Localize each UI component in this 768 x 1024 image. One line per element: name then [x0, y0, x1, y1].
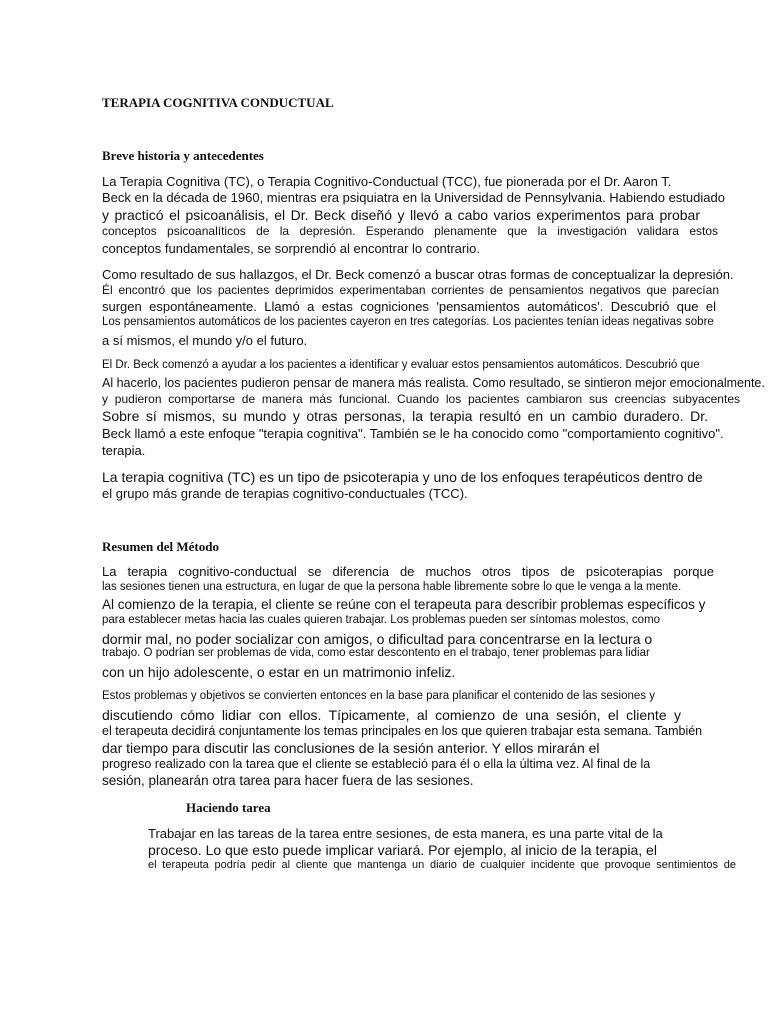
paragraph-line: dar tiempo para discutir las conclusiones de la sesión anterior. Y ellos mirarán el — [102, 740, 600, 756]
paragraph-line: conceptos fundamentales, se sorprendió al encontrar lo contrario. — [102, 241, 480, 256]
paragraph-line: Sobre sí mismos, su mundo y otras personas, la terapia resultó en un cambio duradero. Dr. — [102, 408, 708, 424]
paragraph-line: Beck llamó a este enfoque "terapia cognitiva". También se le ha conocido como "comportamiento cognitivo". — [102, 426, 724, 441]
section-heading-method: Resumen del Método — [102, 539, 219, 554]
paragraph-line: La terapia cognitivo-conductual se diferencia de muchos otros tipos de psicoterapias porque — [102, 564, 714, 579]
paragraph-line: a sí mismos, el mundo y/o el futuro. — [102, 333, 308, 348]
paragraph-line: Trabajar en las tareas de la tarea entre sesiones, de esta manera, es una parte vital de la — [148, 826, 663, 841]
paragraph-line: El Dr. Beck comenzó a ayudar a los pacientes a identificar y evaluar estos pensamientos automáticos. Descubrió que — [102, 359, 700, 371]
paragraph-line: terapia. — [102, 443, 146, 458]
paragraph-line: Al hacerlo, los pacientes pudieron pensar de manera más realista. Como resultado, se sintieron mejor emocionalmente. — [102, 376, 765, 390]
paragraph-line: Como resultado de sus hallazgos, el Dr. Beck comenzó a buscar otras formas de conceptualizar la depresión. — [102, 267, 734, 282]
paragraph-line: surgen espontáneamente. Llamó a estas cogniciones 'pensamientos automáticos'. Descubrió que el — [102, 299, 716, 314]
section-heading-history: Breve historia y antecedentes — [102, 148, 264, 163]
paragraph-line: y pudieron comportarse de manera más funcional. Cuando los pacientes cambiaron sus creencias subyacentes — [102, 392, 740, 406]
paragraph-line: conceptos psicoanalíticos de la depresión. Esperando plenamente que la investigación validara estos — [102, 224, 718, 238]
paragraph-line: Al comienzo de la terapia, el cliente se reúne con el terapeuta para describir problemas específicos y — [102, 597, 706, 612]
paragraph-line: Estos problemas y objetivos se convierten entonces en la base para planificar el contenido de las sesiones y — [102, 690, 655, 702]
paragraph-line: el terapeuta podría pedir al cliente que mantenga un diario de cualquier incidente que provoque sentimientos de — [148, 859, 736, 871]
paragraph-line: sesión, planearán otra tarea para hacer fuera de las sesiones. — [102, 773, 474, 788]
document-title: TERAPIA COGNITIVA CONDUCTUAL — [102, 95, 334, 110]
paragraph-line: el terapeuta decidirá conjuntamente los temas principales en los que quieren trabajar esta semana. También — [102, 724, 703, 738]
paragraph-line: progreso realizado con la tarea que el cliente se estableció para él o ella la última vez. Al final de la — [102, 757, 651, 771]
paragraph-line: Los pensamientos automáticos de los pacientes cayeron en tres categorías. Los pacientes tenían ideas negativas sobre — [102, 316, 714, 328]
paragraph-line: Él encontró que los pacientes deprimidos experimentaban corrientes de pensamientos negativos que parecían — [102, 283, 719, 297]
paragraph-line: y practicó el psicoanálisis, el Dr. Beck diseñó y llevó a cabo varios experimentos para probar — [102, 207, 700, 223]
subsection-heading-text: Haciendo tarea — [186, 800, 271, 815]
paragraph-line: para establecer metas hacia las cuales quieren trabajar. Los problemas pueden ser síntomas molestos, como — [102, 614, 661, 626]
paragraph-line: trabajo. O podrían ser problemas de vida, como estar descontento en el trabajo, tener problemas para lidiar — [102, 647, 650, 659]
paragraph-line: el grupo más grande de terapias cognitivo-conductuales (TCC). — [102, 486, 468, 501]
paragraph-line: Beck en la década de 1960, mientras era psiquiatra en la Universidad de Pennsylvania. Habiendo estudiado — [102, 190, 725, 205]
paragraph-line: con un hijo adolescente, o estar en un matrimonio infeliz. — [102, 664, 456, 680]
paragraph-line: discutiendo cómo lidiar con ellos. Típicamente, al comienzo de una sesión, el cliente y — [102, 707, 681, 723]
paragraph-line: las sesiones tienen una estructura, en lugar de que la persona hable libremente sobre lo que le venga a la mente. — [102, 581, 682, 593]
paragraph-line: dormir mal, no poder socializar con amigos, o dificultad para concentrarse en la lectura o — [102, 631, 653, 647]
paragraph-line: La Terapia Cognitiva (TC), o Terapia Cognitivo-Conductual (TCC), fue pionerada por el Dr. Aaron T. — [102, 174, 672, 189]
paragraph-line: proceso. Lo que esto puede implicar variará. Por ejemplo, al inicio de la terapia, el — [148, 842, 657, 858]
paragraph-line: La terapia cognitiva (TC) es un tipo de psicoterapia y uno de los enfoques terapéuticos dentro de — [102, 469, 703, 485]
